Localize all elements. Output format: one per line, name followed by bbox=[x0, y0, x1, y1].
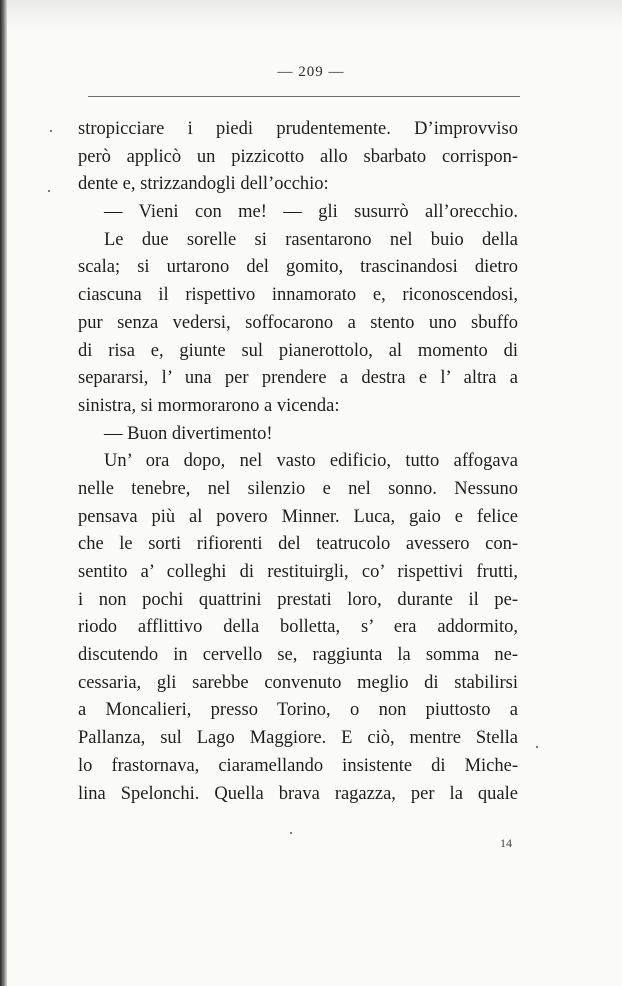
text-line: stropicciare i piedi prudentemente. D’improvviso bbox=[78, 119, 518, 139]
text-line: cessaria, gli sarebbe convenuto meglio di stabilirsi bbox=[78, 672, 518, 693]
text-line: però applicò un pizzicotto allo sbarbato corrispon- bbox=[78, 146, 518, 167]
text-line: di risa e, giunte sul pianerottolo, al momento di bbox=[78, 340, 518, 361]
text-line: i non pochi quattrini prestati loro, durante il pe- bbox=[78, 589, 518, 610]
text-line: — Vieni con me! — gli susurrò all’orecchio. bbox=[104, 202, 518, 223]
text-line: pensava più al povero Minner. Luca, gaio e felice bbox=[78, 506, 518, 527]
text-line: nelle tenebre, nel silenzio e nel sonno. Nessuno bbox=[78, 478, 518, 499]
signature-mark: 14 bbox=[500, 836, 512, 850]
body-text bbox=[78, 116, 518, 808]
text-line: Pallanza, sul Lago Maggiore. E ciò, mentre Stella bbox=[78, 728, 518, 749]
text-line: a Moncalieri, presso Torino, o non piuttosto a bbox=[78, 700, 518, 721]
text-line: che le sorti rifiorenti del teatrucolo avessero con- bbox=[78, 534, 518, 555]
page-binding-edge bbox=[0, 0, 7, 986]
print-speck bbox=[50, 130, 52, 132]
text-line: Le due sorelle si rasentarono nel buio della bbox=[104, 229, 518, 250]
text-line: Un’ ora dopo, nel vasto edificio, tutto affogava bbox=[104, 451, 518, 472]
text-line: lina Spelonchi. Quella brava ragazza, per la quale bbox=[78, 783, 518, 804]
text-line: sinistra, si mormorarono a vicenda: bbox=[78, 395, 340, 416]
text-line: ciascuna il rispettivo innamorato e, riconoscendosi, bbox=[78, 285, 518, 306]
header-rule bbox=[88, 96, 520, 97]
text-line: separarsi, l’ una per prendere a destra e l’ altra a bbox=[78, 368, 518, 389]
text-line: scala; si urtarono del gomito, trascinandosi dietro bbox=[78, 257, 518, 278]
print-speck bbox=[48, 190, 50, 192]
text-line: pur senza vedersi, soffocarono a stento uno sbuffo bbox=[78, 312, 518, 333]
page-number: — 209 — bbox=[277, 64, 345, 80]
print-speck bbox=[536, 746, 538, 748]
text-line: discutendo in cervello se, raggiunta la somma ne- bbox=[78, 645, 518, 666]
page-top-shading bbox=[7, 0, 622, 30]
text-line: sentito a’ colleghi di restituirgli, co’ rispettivi frutti, bbox=[78, 562, 518, 582]
print-speck bbox=[290, 832, 292, 834]
text-line: lo frastornava, ciaramellando insistente di Miche- bbox=[78, 755, 518, 776]
text-line: riodo afflittivo della bolletta, s’ era addormito, bbox=[78, 617, 518, 638]
text-line: — Buon divertimento! bbox=[104, 423, 273, 444]
text-line: dente e, strizzandogli dell’occhio: bbox=[78, 174, 329, 195]
